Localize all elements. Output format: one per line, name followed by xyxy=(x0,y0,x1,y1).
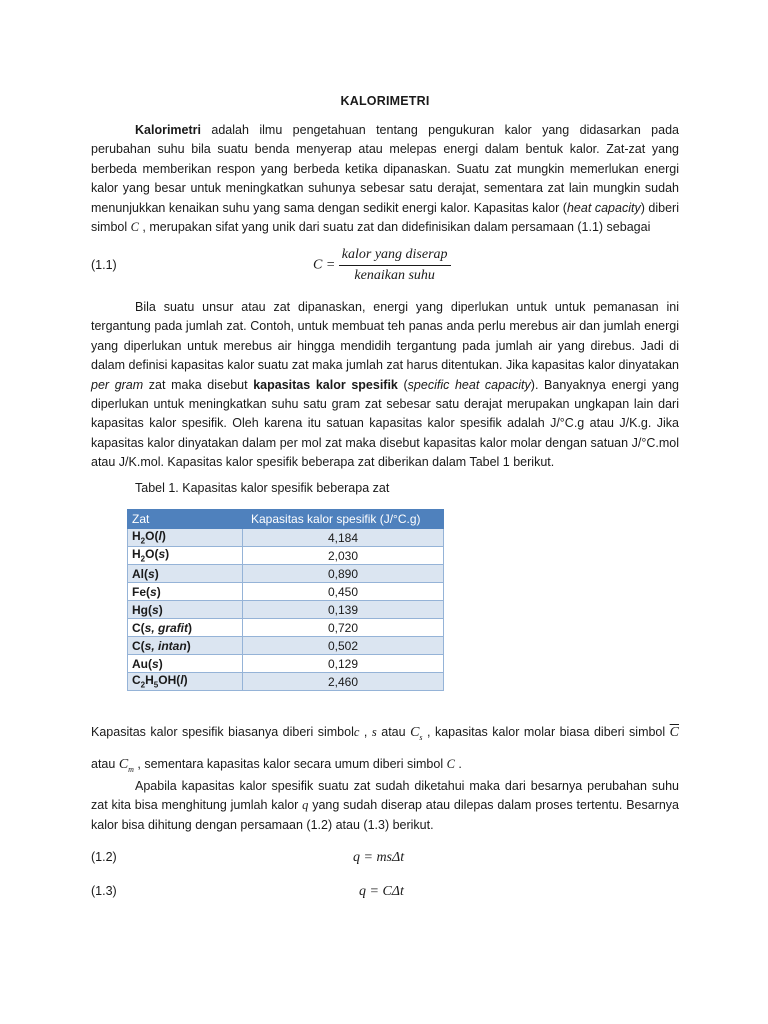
equation-number: (1.2) xyxy=(91,850,117,864)
term-kalorimetri: Kalorimetri xyxy=(135,123,201,137)
table-row xyxy=(128,547,444,565)
substance-cell: Au(s) xyxy=(128,655,243,673)
table-caption: Tabel 1. Kapasitas kalor spesifik beberapa zat xyxy=(135,481,390,495)
substance-cell: Hg(s) xyxy=(128,601,243,619)
equation-number: (1.3) xyxy=(91,884,117,898)
term-specific-heat: kapasitas kalor spesifik xyxy=(253,377,398,392)
value-cell: 2,460 xyxy=(243,673,444,691)
value-cell: 0,129 xyxy=(243,655,444,673)
table-row xyxy=(128,673,444,691)
value-cell: 0,502 xyxy=(243,637,444,655)
substance-cell: Al(s) xyxy=(128,565,243,583)
table-row xyxy=(128,601,444,619)
substance-cell: $H_2O(l)$ xyxy=(128,529,243,547)
substance-cell: C(s, grafit) xyxy=(128,619,243,637)
substance-cell: $H_2O(s)$ xyxy=(128,547,243,565)
paragraph-intro: Kalorimetri adalah ilmu pengetahuan tentang pengukuran kalor yang didasarkan pada perubahan suhu bila suatu benda menyerap atau melepas energi dalam bentuk kalor. Zat-zat yang berbeda memberikan respon yang berbeda ketika dipanaskan. Suatu zat mungkin memerlukan energi kalor yang besar untuk meningkatkan suhunya sebesar satu derajat, sementara zat lain mungkin sudah menunjukkan kenaikan suhu yang sama dengan sedikit energi kalor. Kapasitas kalor (heat capacity) diberi simbol C , merupakan sifat yang unik dari suatu zat dan didefinisikan dalam persamaan (1.1) sebagai xyxy=(91,123,679,235)
value-cell: 0,720 xyxy=(243,619,444,637)
table-row xyxy=(128,529,444,547)
substance-cell: C(s, intan) xyxy=(128,637,243,655)
value-cell: 2,030 xyxy=(243,547,444,565)
table-header-row xyxy=(128,510,444,529)
equation-number: (1.1) xyxy=(91,258,117,272)
value-cell: 0,890 xyxy=(243,565,444,583)
substance-cell: Fe(s) xyxy=(128,583,243,601)
substance-cell: $C_2H_5OH(l)$ xyxy=(128,673,243,691)
table-row xyxy=(128,583,444,601)
table-header-cell: Zat xyxy=(128,510,243,529)
paragraph-heat-calc: Apabila kapasitas kalor spesifik suatu zat sudah diketahui maka dari besarnya perubahan suhu zat kita bisa menghitung jumlah kalor q yang sudah diserap atau dilepas dalam proses tertentu. Besarnya kalor bisa dihitung dengan persamaan (1.2) atau (1.3) berikut. xyxy=(91,779,680,832)
paragraph-symbols: Kapasitas kalor spesifik biasanya diberi simbolc , s atau $C_s$ , kapasitas kalor molar biasa diberi simbol $\overline{C}$ atau $C_m$ , sementara kapasitas kalor secara umum diberi simbol C . xyxy=(91,725,679,774)
table-row xyxy=(128,655,444,673)
table-header-cell: Kapasitas kalor spesifik (J/°C.g) xyxy=(243,510,444,529)
value-cell: 0,450 xyxy=(243,583,444,601)
specific-heat-table xyxy=(127,509,444,691)
fraction-denominator: kenaikan suhu xyxy=(354,268,435,283)
equation-expression: q = msΔt xyxy=(353,850,405,865)
value-cell: 4,184 xyxy=(243,529,444,547)
value-cell: 0,139 xyxy=(243,601,444,619)
symbol-c-bar: $\overline{C}$ xyxy=(669,725,679,740)
table-row xyxy=(128,619,444,637)
equation-lhs: C = xyxy=(313,257,336,273)
fraction xyxy=(339,247,451,284)
equation-1-3 xyxy=(91,884,679,924)
table-row xyxy=(128,637,444,655)
equation-expression: q = CΔt xyxy=(359,884,404,899)
symbol-q: q xyxy=(302,798,309,813)
fraction-numerator: kalor yang diserap xyxy=(339,247,451,266)
page-title: KALORIMETRI xyxy=(340,94,430,108)
table-row xyxy=(128,565,444,583)
symbol-c: C xyxy=(130,220,139,235)
equation-1-1 xyxy=(91,246,679,286)
paragraph-specific-heat: Bila suatu unsur atau zat dipanaskan, energi yang diperlukan untuk untuk pemanasan ini tergantung pada jumlah zat. Contoh, untuk membuat teh panas anda perlu merebus air dan jumlah energi yang diperlukan untuk merebus air hingga mendidih tergantung pada jumlah air yang direbus. Jadi di dalam definisi kapasitas kalor suatu zat maka jumlah zat harus ditentukan. Jika kapasitas kalor dinyatakan per gram zat maka disebut kapasitas kalor spesifik (specific heat capacity). Banyaknya energi yang diperlukan untuk meningkatkan suhu satu gram zat sebesar satu derajat merupakan ungkapan lain dari kapasitas kalor spesifik. Oleh karena itu satuan kapasitas kalor spesifik adalah J/°C.g atau J/K.g. Jika kapasitas kalor dinyatakan dalam per mol zat maka disebut kapasitas kalor molar dengan satuan J/°C.mol atau J/K.mol. Kapasitas kalor spesifik beberapa zat diberikan dalam Tabel 1 berikut. xyxy=(91,300,679,470)
